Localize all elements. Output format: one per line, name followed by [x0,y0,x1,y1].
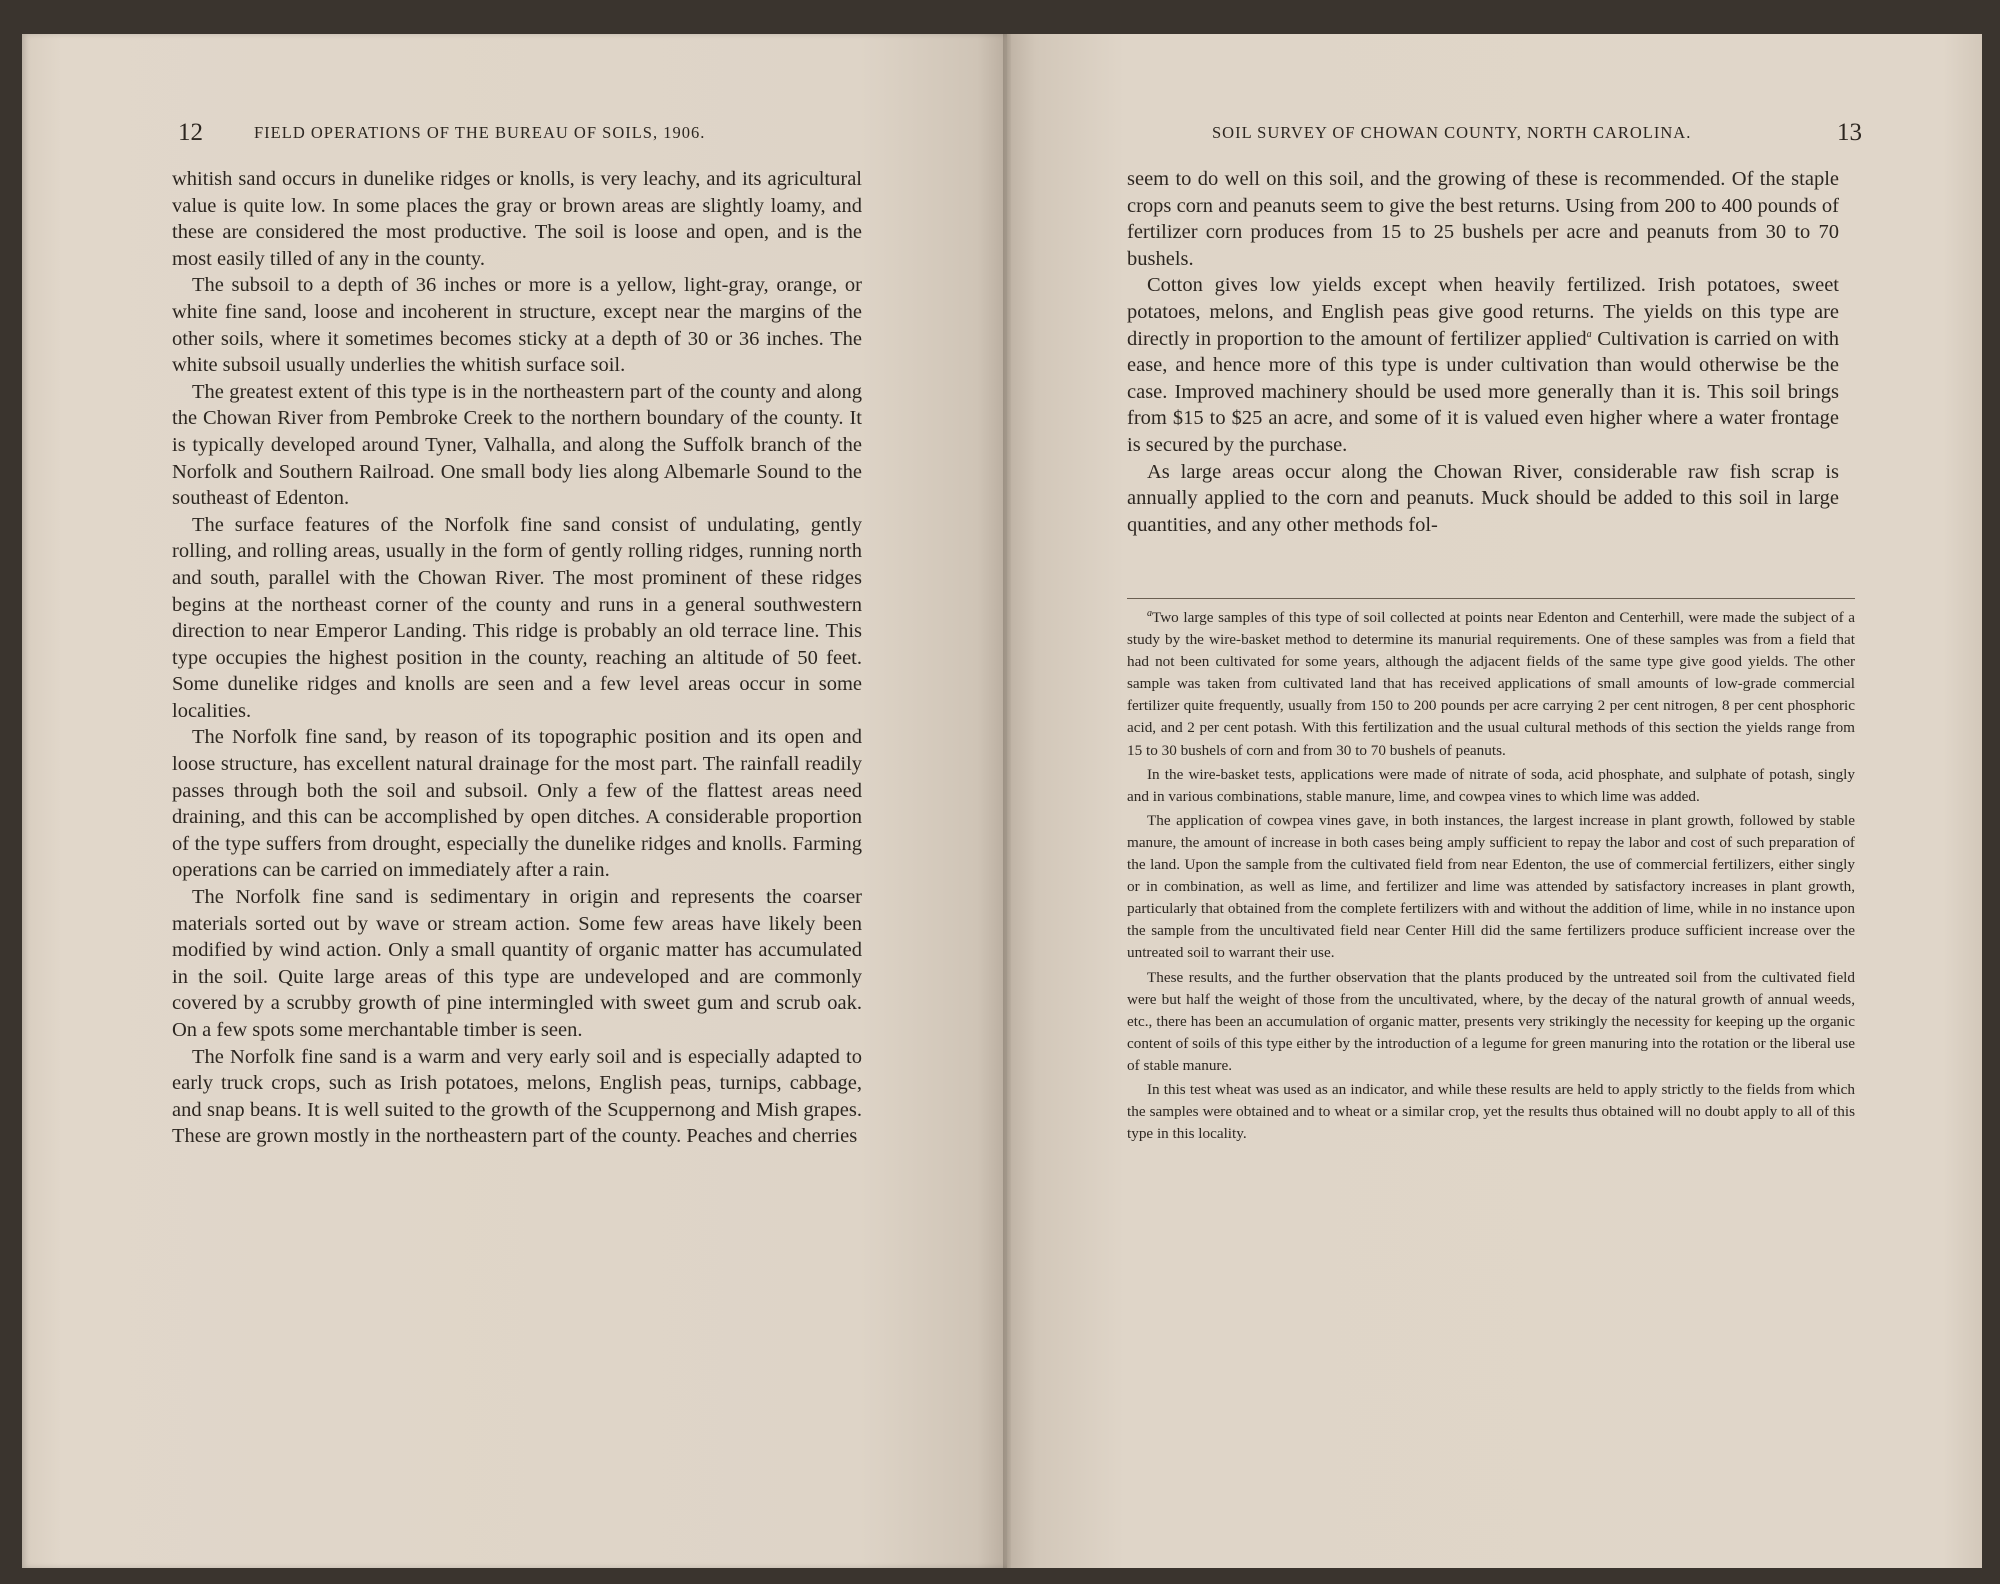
footnote-text: Two large samples of this type of soil collected at points near Edenton and Centerhill, were made the subject of a study by the wire-basket method to determine its manurial requirements. One of these samples was from a field that had not been cultivated for some years, although the adjacent fields of the same type give good yields. The other sample was taken from cultivated land that has received applications of small amounts of low-grade commercial fertilizer quite frequently, usually from 150 to 200 pounds per acre carrying 2 per cent nitrogen, 8 per cent phosphoric acid, and 2 per cent potash. With this fertilization and the usual cultural methods of this section the yields range from 15 to 30 bushels of corn and from 30 to 70 bushels of peanuts. [1127,609,1855,759]
page-number: 13 [1837,119,1862,146]
page-header [1212,118,1862,148]
paragraph: The greatest extent of this type is in the northeastern part of the county and along the Chowan River from Pembroke Creek to the northern boundary of the county. It is typically developed around Tyner, Valhalla, and along the Suffolk branch of the Norfolk and Southern Railroad. One small body lies along Albemarle Sound to the southeast of Edenton. [172,380,862,510]
footnotes [1127,607,1855,1147]
paragraph: As large areas occur along the Chowan River, considerable raw fish scrap is annually applied to the corn and peanuts. Muck should be added to this soil in large quantities, and any other methods fol- [1127,460,1839,536]
paragraph-text: Cultivation is carried on with ease, and hence more of this type is under cultivation than would otherwise be the case. Improved machinery should be used more generally than it is. This soil brings from $15 to $25 an acre, and some of it is valued even higher where a water frontage is secured by the purchase. [1127,327,1840,456]
footnote: In the wire-basket tests, applications were made of nitrate of soda, acid phosphate, and sulphate of potash, singly and in various combinations, stable manure, lime, and cowpea vines to which lime was added. [1127,765,1855,805]
page-header [178,118,858,148]
footnote-marker: a [1147,607,1152,619]
paragraph: The Norfolk fine sand, by reason of its topographic position and its open and loose structure, has excellent natural drainage for the most part. The rainfall readily passes through both the soil and subsoil. Only a few of the flattest areas need draining, and this can be accomplished by open ditches. A considerable proportion of the type suffers from drought, especially the dunelike ridges and knolls. Farming operations can be carried on immediately after a rain. [172,726,862,882]
paragraph: seem to do well on this soil, and the growing of these is recommended. Of the staple crops corn and peanuts seem to give the best returns. Using from 200 to 400 pounds of fertilizer corn produces from 15 to 25 bushels per acre and peanuts from 30 to 70 bushels. [1127,168,1839,270]
running-head: SOIL SURVEY OF CHOWAN COUNTY, NORTH CAROLINA. [1212,123,1692,142]
open-book [22,34,1982,1568]
footnote: These results, and the further observation that the plants produced by the untreated soil from the cultivated field were but half the weight of those from the uncultivated, where, by the decay of the natural growth of annual weeds, etc., there has been an accumulation of organic matter, presents very strikingly the necessity for keeping up the organic content of soils of this type either by the introduction of a legume for green manuring into the rotation or the liberal use of stable manure. [1127,968,1855,1074]
running-head: FIELD OPERATIONS OF THE BUREAU OF SOILS, 1906. [254,123,706,142]
paragraph-text: Cotton gives low yields except when heavily fertilized. Irish potatoes, sweet potatoes, melons, and English peas give good returns. The yields on this type are directly in proportion to the amount of fertilizer applied [1127,274,1839,350]
paragraph: The Norfolk fine sand is a warm and very early soil and is especially adapted to early truck crops, such as Irish potatoes, melons, English peas, turnips, cabbage, and snap beans. It is well suited to the growth of the Scuppernong and Mish grapes. These are grown mostly in the northeastern part of the county. Peaches and cherries [172,1045,862,1148]
left-page [22,34,1007,1568]
paragraph: whitish sand occurs in dunelike ridges or knolls, is very leachy, and its agricultural value is quite low. In some places the gray or brown areas are slightly loamy, and these are considered the most productive. The soil is loose and open, and is the most easily tilled of any in the county. [172,168,862,270]
footnote-marker: a [1586,328,1592,340]
paragraph: The subsoil to a depth of 36 inches or more is a yellow, light-gray, orange, or white fine sand, loose and incoherent in structure, except near the margins of the other soils, where it sometimes becomes sticky at a depth of 30 or 36 inches. The white subsoil usually underlies the whitish surface soil. [172,274,862,377]
footnote-rule [1127,598,1855,599]
book-gutter [1003,34,1011,1568]
paragraph: The Norfolk fine sand is sedimentary in origin and represents the coarser materials sorted out by wave or stream action. Some few areas have likely been modified by wind action. Only a small quantity of organic matter has accumulated in the soil. Quite large areas of this type are undeveloped and are commonly covered by a scrubby growth of pine intermingled with sweet gum and scrub oak. On a few spots some merchantable timber is seen. [172,886,862,1041]
footnote: In this test wheat was used as an indicator, and while these results are held to apply strictly to the fields from which the samples were obtained and to wheat or a similar crop, yet the results thus obtained will no doubt apply to all of this type in this locality. [1127,1080,1855,1143]
footnote: The application of cowpea vines gave, in both instances, the largest increase in plant growth, followed by stable manure, the amount of increase in both cases being amply sufficient to repay the labor and cost of such preparation of the land. Upon the sample from the cultivated field from near Edenton, the use of commercial fertilizers, either singly or in combination, as well as lime, and fertilizer and lime was attended by satisfactory increases in plant growth, particularly that obtained from the complete fertilizers with and without the addition of lime, while in no instance upon the sample from the uncultivated field near Center Hill did the same fertilizers produce sufficient increase over the untreated soil to warrant their use. [1127,811,1855,962]
right-page [1007,34,1982,1568]
page-number: 12 [178,119,203,146]
body-text [1127,166,1839,538]
footnote [1127,607,1855,762]
paragraph: The surface features of the Norfolk fine sand consist of undulating, gently rolling, and rolling areas, usually in the form of gently rolling ridges, running north and south, parallel with the Chowan River. The most prominent of these ridges begins at the northeast corner of the county and runs in a general southwestern direction to near Emperor Landing. This ridge is probably an old terrace line. This type occupies the highest position in the county, reaching an altitude of 50 feet. Some dunelike ridges and knolls are seen and a few level areas occur in some localities. [172,513,862,722]
body-text [172,166,862,1150]
paragraph [1127,272,1839,458]
